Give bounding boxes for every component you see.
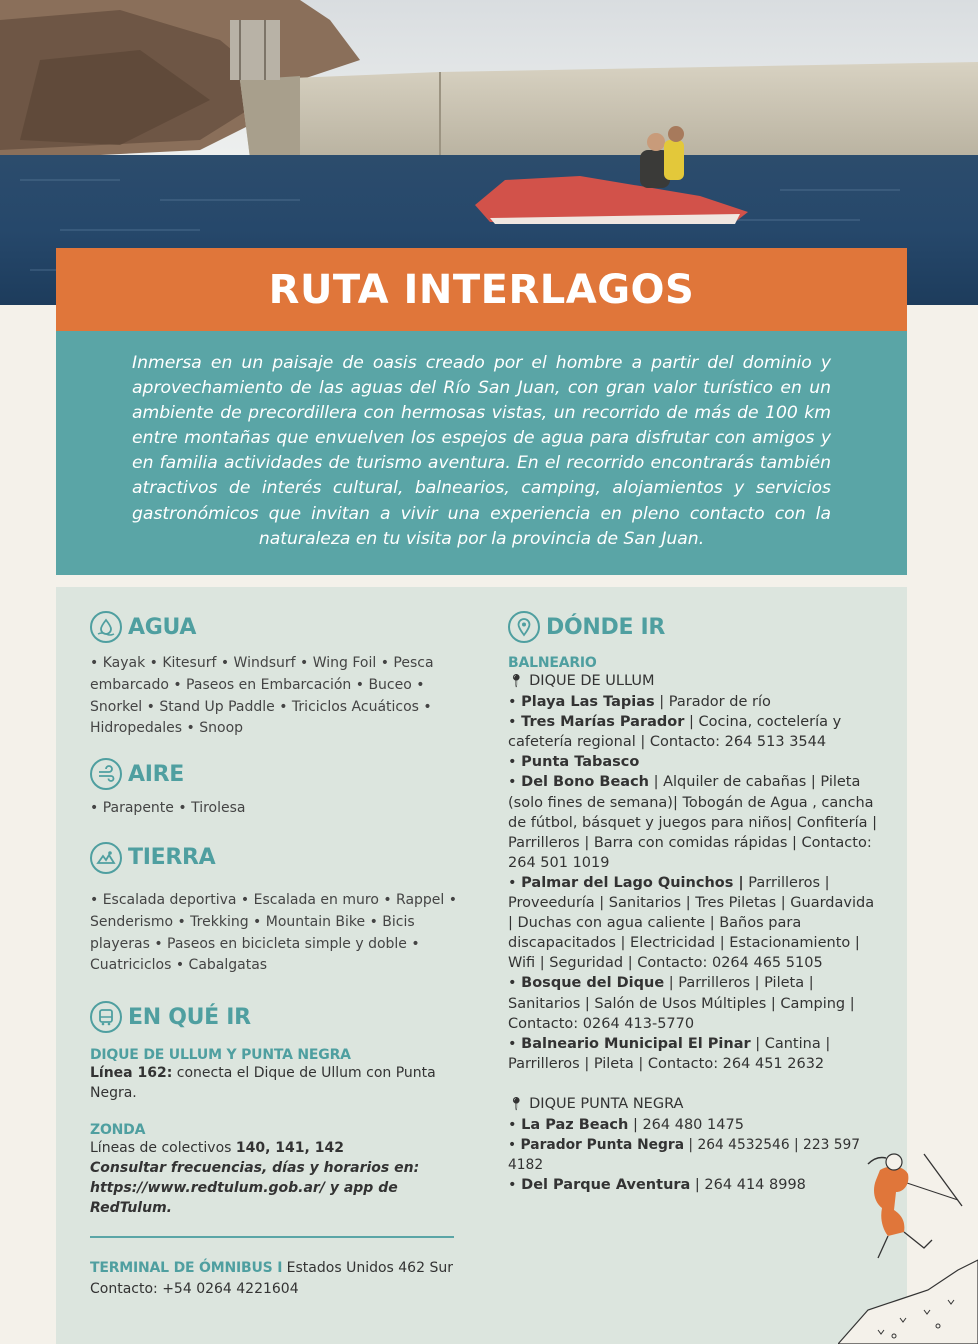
item-name: La Paz Beach xyxy=(521,1116,629,1133)
list-item: • Punta Tabasco xyxy=(508,754,640,771)
item-detail: | 264 480 1475 xyxy=(628,1116,744,1133)
ullum-list xyxy=(508,692,880,1074)
dique-ullum-heading xyxy=(508,671,880,692)
list-item: • Balneario Municipal El Pinar | Cantina | Parrilleros | Pileta | Contacto: 264 451 2632 xyxy=(508,1035,831,1072)
dique-punta-negra-title: DIQUE PUNTA NEGRA xyxy=(529,1095,684,1112)
terminal-line xyxy=(90,1258,462,1278)
pin-icon: 📍︎ xyxy=(508,1096,525,1112)
en-que-ir-header xyxy=(90,1001,462,1033)
item-name: Parador Punta Negra xyxy=(520,1137,685,1154)
item-detail: | Cocina, coctelería y cafetería regional | Contacto: 264 513 3544 xyxy=(508,714,842,751)
item-name: Balneario Municipal El Pinar xyxy=(521,1035,751,1052)
aire-title: AIRE xyxy=(128,761,184,787)
water-drop-icon xyxy=(90,611,122,643)
tierra-header xyxy=(90,842,462,874)
aire-header xyxy=(90,758,462,790)
list-item: • Bosque del Dique | Parrilleros | Pileta | Sanitarios | Salón de Usos Múltiples | Camping | Contacto: 0264 413-5770 xyxy=(508,975,855,1032)
list-item: • Palmar del Lago Quinchos | Parrilleros | Proveeduría | Sanitarios | Tres Piletas | Guardavida | Duchas con agua caliente | Baños para discapacitados | Electricidad | Estacionamiento | Wifi | Seguridad | Contacto: 0264 465 5105 xyxy=(508,874,875,972)
item-name: Playa Las Tapias xyxy=(521,694,655,711)
tierra-title: TIERRA xyxy=(128,845,216,871)
info-panel xyxy=(56,587,907,1344)
list-item: • Del Parque Aventura | 264 414 8998 xyxy=(508,1177,806,1194)
aire-activities: • Parapente • Tirolesa xyxy=(90,800,246,817)
punta-negra-list xyxy=(508,1115,880,1195)
item-detail: Parrilleros | Proveeduría | Sanitarios | Tres Piletas | Guardavida | Duchas con agua caliente | Baños para discapacitados | Electricidad | Estacionamiento | Wifi | Seguridad | Contacto: 0264 465 5105 xyxy=(508,874,875,972)
item-name: Del Parque Aventura xyxy=(521,1177,691,1194)
item-name: Punta Tabasco xyxy=(521,754,640,771)
location-pin-icon xyxy=(508,611,540,643)
dique-ullum-punta-negra-title: DIQUE DE ULLUM Y PUNTA NEGRA xyxy=(90,1047,351,1064)
balneario-title: BALNEARIO xyxy=(508,655,597,671)
wind-icon xyxy=(90,758,122,790)
list-item: • La Paz Beach | 264 480 1475 xyxy=(508,1116,744,1133)
list-item: • Tres Marías Parador | Cocina, coctelería y cafetería regional | Contacto: 264 513 3544 xyxy=(508,714,842,751)
zonda-lines xyxy=(90,1138,462,1158)
en-que-ir-title: EN QUÉ IR xyxy=(128,1004,251,1030)
item-detail: | Cantina | Parrilleros | Pileta | Contacto: 264 451 2632 xyxy=(508,1035,831,1072)
item-name: Del Bono Beach xyxy=(521,774,649,791)
landscape-icon xyxy=(90,842,122,874)
tierra-activities: • Escalada deportiva • Escalada en muro • Rappel • Senderismo • Trekking • Mountain Bike • Bicis playeras • Paseos en bicicleta simple y doble • Cuatriciclos • Cabalgatas xyxy=(90,891,458,974)
intro-box xyxy=(56,331,907,575)
dique-ullum-title: DIQUE DE ULLUM xyxy=(529,673,655,689)
zonda-consult: Consultar frecuencias, días y horarios en: https://www.redtulum.gob.ar/ y app de RedTulum. xyxy=(90,1159,420,1217)
donde-ir-header xyxy=(508,611,880,643)
terminal-address: Estados Unidos 462 Sur xyxy=(282,1260,453,1277)
dique-punta-negra-heading xyxy=(508,1094,880,1115)
zonda-lines-prefix: Líneas de colectivos xyxy=(90,1139,236,1156)
climber-illustration xyxy=(838,1140,978,1344)
list-item: • Playa Las Tapias | Parador de río xyxy=(508,694,771,711)
pin-icon: 📍︎ xyxy=(508,674,525,689)
item-detail: | 264 414 8998 xyxy=(690,1177,806,1194)
bus-icon xyxy=(90,1001,122,1033)
item-detail: | Parrilleros | Pileta | Sanitarios | Salón de Usos Múltiples | Camping | Contacto: 0264 413-5770 xyxy=(508,975,855,1032)
linea-162-text xyxy=(90,1063,462,1103)
item-name: Tres Marías Parador xyxy=(521,714,685,731)
left-column xyxy=(90,611,462,1299)
terminal-title: TERMINAL DE ÓMNIBUS I xyxy=(90,1260,283,1277)
terminal-contact: Contacto: +54 0264 4221604 xyxy=(90,1280,299,1297)
zonda-lines-numbers: 140, 141, 142 xyxy=(235,1139,344,1156)
linea-162-detail: conecta el Dique de Ullum con Punta Negra. xyxy=(90,1065,436,1102)
donde-ir-title: DÓNDE IR xyxy=(546,614,666,640)
list-item: • Parador Punta Negra | 264 4532546 | 223 597 4182 xyxy=(508,1137,861,1174)
list-item: • Del Bono Beach | Alquiler de cabañas | Pileta (solo fines de semana)| Tobogán de Agua , cancha de fútbol, básquet y juegos para niños| Confitería | Parrilleros | Barra con comidas rápidas | Contacto: 264 501 1019 xyxy=(508,774,878,871)
item-detail: | 264 4532546 | 223 597 4182 xyxy=(508,1137,861,1174)
right-column xyxy=(508,611,880,1195)
agua-activities: • Kayak • Kitesurf • Windsurf • Wing Foil • Pesca embarcado • Paseos en Embarcación • Buceo • Snorkel • Stand Up Paddle • Triciclos Acuáticos • Hidropedales • Snoop xyxy=(90,655,434,737)
linea-162-label: Línea 162: xyxy=(90,1065,173,1082)
agua-header xyxy=(90,611,462,643)
agua-title: AGUA xyxy=(128,614,197,640)
title-band xyxy=(56,248,907,331)
intro-text: Inmersa en un paisaje de oasis creado por el hombre a partir del dominio y aprovechamiento de las aguas del Río San Juan, con gran valor turístico en un ambiente de precordillera con hermosas vistas, un recorrido de más de 100 km entre montañas que envuelven los espejos de agua para disfrutar con amigos y en familia actividades de turismo aventura. En el recorrido encontrarás también atractivos de interés cultural, balnearios, camping, alojamientos y servicios gastronómicos que invitan a vivir una experiencia en pleno contacto con la naturaleza en tu visita por la provincia de San Juan. xyxy=(132,353,831,549)
item-name: Bosque del Dique xyxy=(521,975,665,992)
item-name: Palmar del Lago Quinchos | xyxy=(521,874,744,891)
zonda-title: ZONDA xyxy=(90,1121,146,1138)
item-detail: | Parador de río xyxy=(654,694,771,711)
item-detail: | Alquiler de cabañas | Pileta (solo fines de semana)| Tobogán de Agua , cancha de fútbol, básquet y juegos para niños| Confitería | Parrilleros | Barra con comidas rápidas | Contacto: 264 501 1019 xyxy=(508,774,878,871)
page-title: RUTA INTERLAGOS xyxy=(268,266,695,313)
divider xyxy=(90,1236,454,1238)
